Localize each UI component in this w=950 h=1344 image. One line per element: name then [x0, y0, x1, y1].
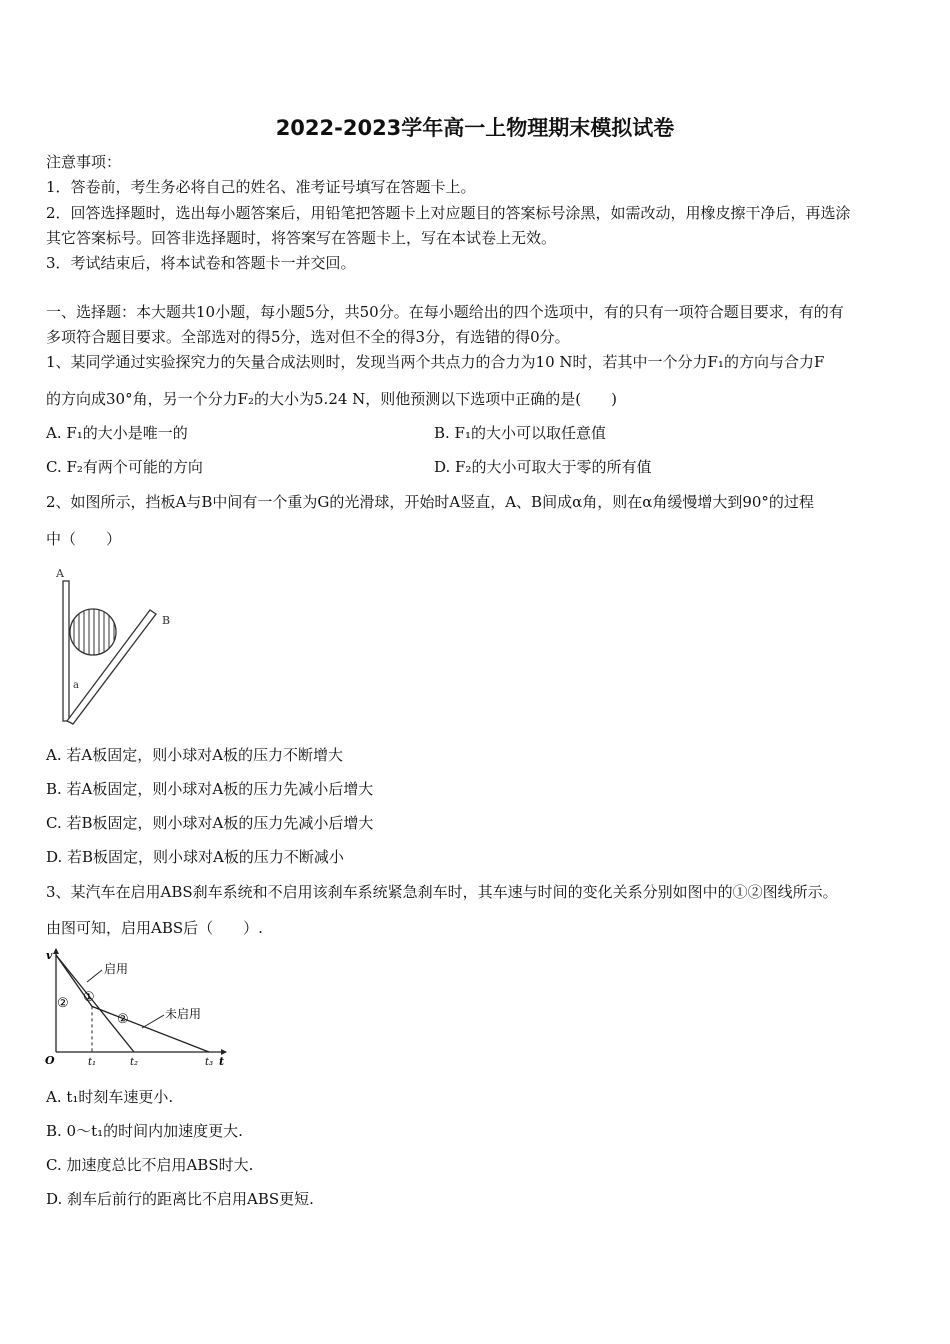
q2-option-b: B. 若A板固定，则小球对A板的压力先减小后增大	[46, 780, 374, 798]
notice-item-2-cont: 其它答案标号。回答非选择题时，将答案写在答题卡上，写在本试卷上无效。	[46, 229, 557, 247]
page-title: 2022-2023学年高一上物理期末模拟试卷	[275, 116, 675, 140]
v-axis-label: v	[46, 949, 53, 962]
series-1-line	[56, 955, 209, 1052]
q3-vt-chart	[44, 945, 234, 1070]
v-axis-arrow	[53, 948, 59, 954]
q1-option-a: A. F₁的大小是唯一的	[46, 424, 188, 442]
section-intro-2: 多项符合题目要求。全部选对的得5分，选对但不全的得3分，有选错的得0分。	[46, 328, 570, 346]
q1-option-c: C. F₂有两个可能的方向	[46, 458, 203, 476]
x-tick-3: t₃	[205, 1057, 214, 1068]
q2-label-angle: a	[73, 680, 79, 691]
q2-label-b-board: B	[162, 614, 171, 627]
q1-stem-1: 1、某同学通过实验探究力的矢量合成法则时，发现当两个共点力的合力为10 N时，若其中一个分力F₁的方向与合力F	[46, 353, 825, 371]
label-disabled: 未启用	[165, 1007, 202, 1021]
origin-label: O	[45, 1054, 55, 1067]
ball	[74, 603, 114, 663]
label-enabled: 启用	[104, 962, 129, 976]
chart-axes	[53, 948, 227, 1055]
q2-label-a-board: A	[56, 567, 64, 580]
chart-lines	[56, 955, 209, 1052]
notice-item-1: 1．答卷前，考生务必将自己的姓名、准考证号填写在答题卡上。	[46, 178, 476, 196]
section-intro-1: 一、选择题：本大题共10小题，每小题5分，共50分。在每小题给出的四个选项中，有的只有一项符合题目要求，有的有	[46, 303, 844, 321]
notice-item-2: 2．回答选择题时，选出每小题答案后，用铅笔把答题卡上对应题目的答案标号涂黑，如需改动，用橡皮擦干净后，再选涂	[46, 204, 851, 222]
marker-2-right: ②	[117, 1012, 129, 1027]
q3-option-c: C. 加速度总比不启用ABS时大.	[46, 1156, 254, 1174]
t-axis-label: t	[219, 1055, 225, 1068]
q2-option-c: C. 若B板固定，则小球对A板的压力先减小后增大	[46, 814, 374, 832]
chart-labels	[45, 949, 224, 1068]
marker-1: ①	[83, 990, 95, 1005]
q2-stem-2: 中（ ）	[46, 530, 122, 548]
label-disabled-pointer	[142, 1015, 164, 1028]
x-tick-2: t₂	[130, 1057, 139, 1068]
marker-2-left: ②	[57, 996, 69, 1011]
q2-figure	[46, 563, 186, 731]
q1-stem-2: 的方向成30°角，另一个分力F₂的大小为5.24 N，则他预测以下选项中正确的是( )	[46, 390, 618, 408]
x-tick-1: t₁	[88, 1057, 97, 1068]
q3-option-d: D. 刹车后前行的距离比不启用ABS更短.	[46, 1190, 314, 1208]
q3-option-a: A. t₁时刻车速更小.	[46, 1088, 174, 1106]
board-b	[67, 610, 156, 724]
q2-stem-1: 2、如图所示，挡板A与B中间有一个重为G的光滑球，开始时A竖直，A、B间成α角，则在α角缓慢增大到90°的过程	[46, 493, 814, 511]
q2-option-d: D. 若B板固定，则小球对A板的压力不断减小	[46, 848, 344, 866]
label-enabled-pointer	[87, 970, 102, 982]
q3-stem-1: 3、某汽车在启用ABS刹车系统和不启用该刹车系统紧急刹车时，其车速与时间的变化关系分别如图中的①②图线所示。	[46, 883, 838, 901]
q3-option-b: B. 0～t₁的时间内加速度更大.	[46, 1122, 243, 1140]
q2-option-a: A. 若A板固定，则小球对A板的压力不断增大	[46, 746, 344, 764]
q1-option-b: B. F₁的大小可以取任意值	[434, 424, 606, 442]
q1-option-d: D. F₂的大小可取大于零的所有值	[434, 458, 652, 476]
board-a	[63, 581, 69, 721]
notice-heading: 注意事项：	[46, 153, 122, 171]
notice-item-3: 3．考试结束后，将本试卷和答题卡一并交回。	[46, 254, 356, 272]
q3-stem-2: 由图可知，启用ABS后（ ）.	[46, 919, 263, 937]
